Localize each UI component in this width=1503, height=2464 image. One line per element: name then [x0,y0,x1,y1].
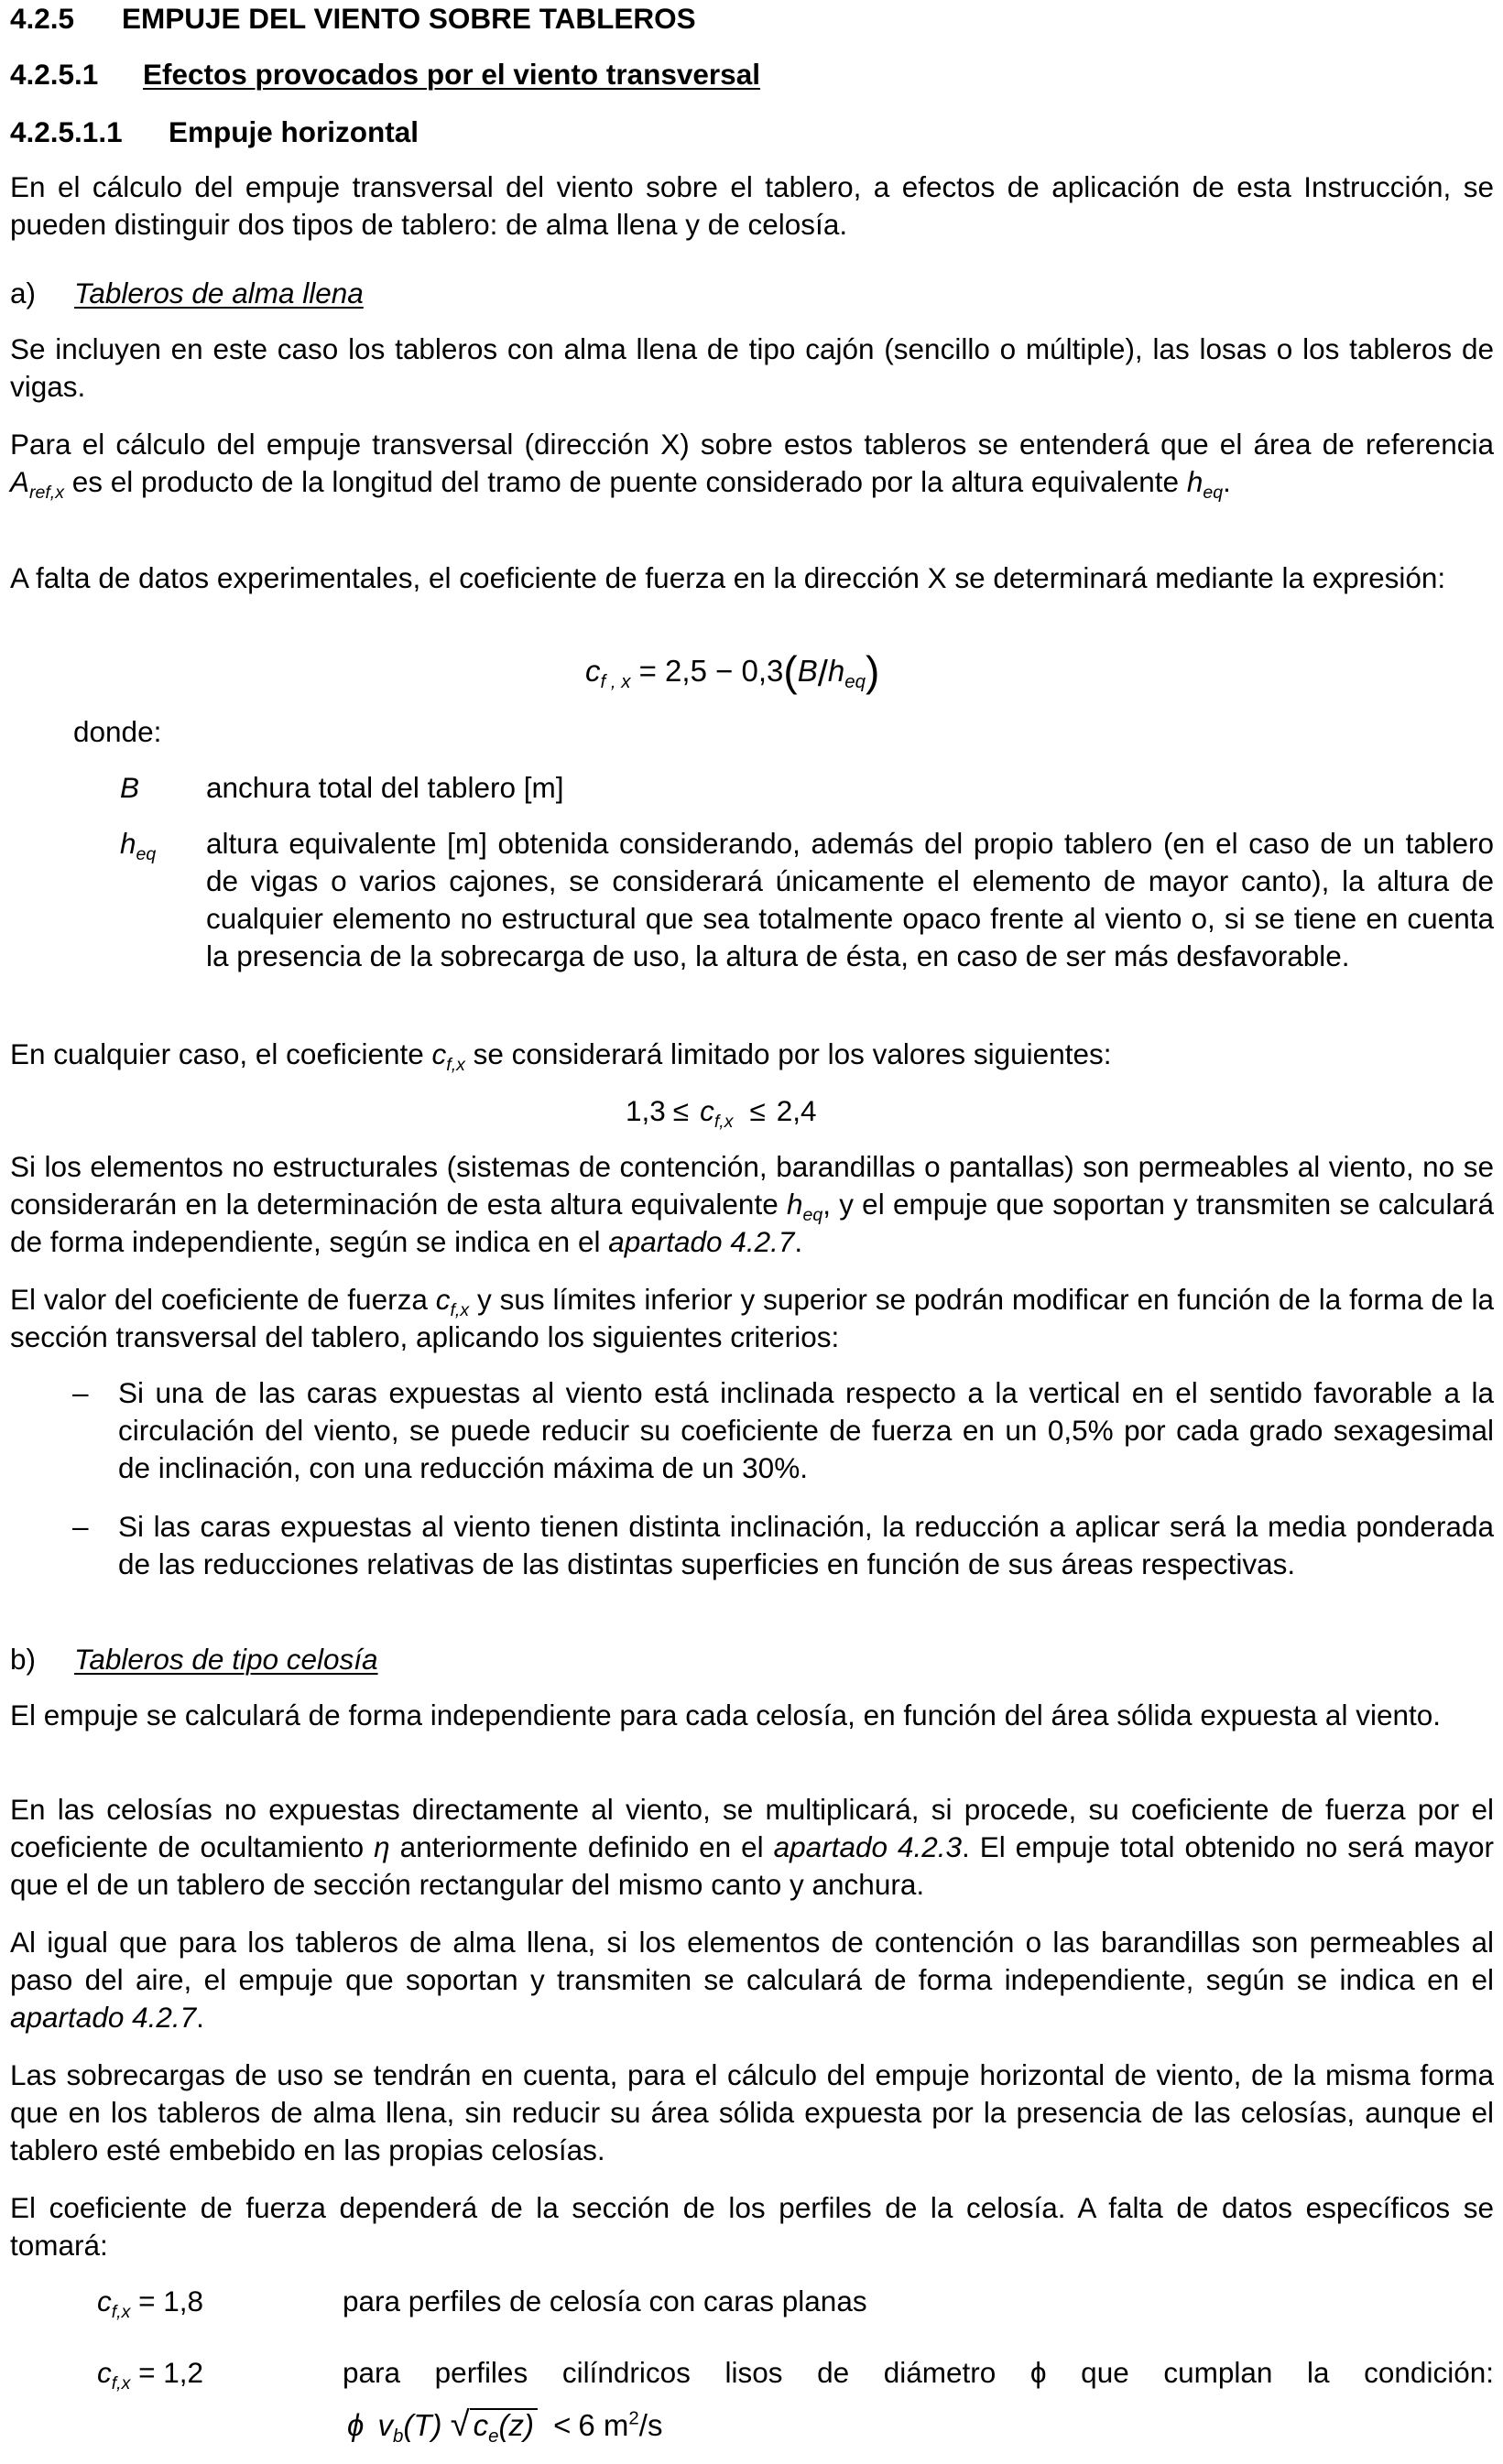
section-b-paragraph-1: El empuje se calculará de forma independiente para cada celosía, en función del área sólida expuesta al viento. [10,1699,1442,1731]
heading-4-2-5 [10,0,696,38]
intro-paragraph: En el cálculo del empuje transversal del viento sobre el tablero, a efectos de aplicación de esta Instrucción, se pueden distinguir dos tipos de tablero: de alma llena y de celosía. [10,170,1494,241]
definition-row [10,769,1494,807]
heading-title: Efectos provocados por el viento transversal [143,58,760,91]
section-title: Tableros de alma llena [74,277,364,309]
coefficient-description: para perfiles de celosía con caras planas [343,2285,867,2317]
heading-number: 4.2.5.1 [10,58,99,91]
section-a-paragraph-1: Se incluyen en este caso los tableros con alma llena de tipo cajón (sencillo o múltiple), las losas o los tableros de vigas. [10,332,1494,403]
section-b-paragraph-4: Las sobrecargas de uso se tendrán en cuenta, para el cálculo del empuje horizontal de viento, de la misma forma que en los tableros de alma llena, sin reducir su área sólida expuesta por la presencia de las celosías, aunque el tablero esté embebido en las propias celosías. [10,2058,1494,2166]
definition-text: anchura total del tablero [m] [206,771,564,804]
section-label: a) [10,277,37,309]
bullet-dash: – [72,1510,89,1543]
heading-number: 4.2.5.1.1 [10,115,123,148]
section-label: b) [10,1643,37,1676]
section-b-paragraph-5: El coeficiente de fuerza dependerá de la sección de los perfiles de la celosía. A falta de datos específicos se tomará: [10,2191,1494,2262]
criteria-bullet [10,1508,1494,1621]
coefficient-row [10,2354,1494,2392]
section-b-paragraph-3: Al igual que para los tableros de alma llena, si los elementos de contención o las barandillas son permeables al paso del aire, el empuje que soportan y transmiten se calculará de forma independiente, según se indica en el apartado 4.2.7. [10,1926,1494,2034]
bullet-text: Si una de las caras expuestas al viento está inclinada respecto a la vertical en el sentido favorable a la circulación del viento, se puede reducir su coeficiente de fuerza en un 0,5% por cada grado sexagesimal de inclinación, con una reducción máxima de un 30%. [118,1376,1494,1484]
heading-number: 4.2.5 [10,2,75,35]
section-a-paragraph-3: A falta de datos experimentales, el coeficiente de fuerza en la dirección X se determinará mediante la expresión: [10,561,1446,594]
force-coefficient-formula: $c_{f , x} = 2,5 - 0,3(B/h_{eq})$ [585,647,880,695]
heading-4-2-5-1 [10,56,760,93]
coefficient-value: $c_{f,x} = 1,2$ [97,2356,204,2393]
coefficient-row [10,2283,1494,2320]
section-a-paragraph-2: Para el cálculo del empuje transversal (dirección X) sobre estos tableros se entenderá que el área de referencia $A_{ref,x}$ es el producto de la longitud del tramo de puente considerado por la altura equivalente $h_{eq}$. [10,428,1494,503]
definition-text: altura equivalente [m] obtenida considerando, además del propio tablero (en el caso de un tablero de vigas o varios cajones, se considerará únicamente el elemento de mayor canto), la altura de cualquier elemento no estructural que sea totalmente opaco frente al viento o, si se tiene en cuenta la presencia de la sobrecarga de uso, la altura de ésta, en caso de ser más desfavorable. [206,827,1494,972]
section-b-heading [10,1641,378,1678]
criteria-bullet [10,1374,1494,1487]
diameter-condition-formula: ϕ $v_b(T)$ √ $c_e(z) < 6$ $m^2/s$ [347,2405,663,2448]
coefficient-limits: $1,3 \le c_{f,x} \le 2,4$ [626,1094,817,1132]
definition-symbol: B [120,771,140,804]
section-a-paragraph-5: Si los elementos no estructurales (sistemas de contención, barandillas o pantallas) son permeables al viento, no se considerarán en la determinación de esta altura equivalente $h_{eq}$, y el empuje que soportan y transmiten se calculará de forma independiente, según se indica en el apartado 4.2.7. [10,1150,1494,1258]
definition-row [10,825,1494,1013]
heading-title: EMPUJE DEL VIENTO SOBRE TABLEROS [122,2,696,35]
bullet-dash: – [72,1376,89,1409]
section-a-heading [10,275,364,312]
coefficient-description: para perfiles cilíndricos lisos de diámetro ϕ que cumplan la condición: [343,2356,1494,2389]
section-b-paragraph-2: En las celosías no expuestas directamente al viento, se multiplicará, si procede, su coeficiente de fuerza por el coeficiente de ocultamiento η anteriormente definido en el apartado 4.2.3. El empuje total obtenido no será mayor que el de un tablero de sección rectangular del mismo canto y anchura. [10,1793,1495,1901]
coefficient-value: $c_{f,x} = 1,8$ [97,2285,204,2322]
donde-label: donde: [73,715,162,748]
heading-4-2-5-1-1 [10,114,419,151]
heading-title: Empuje horizontal [169,115,419,148]
section-a-paragraph-6: El valor del coeficiente de fuerza $c_{f,x}$ y sus límites inferior y superior se podrán modificar en función de la forma de la sección transversal del tablero, aplicando los siguientes criterios: [10,1283,1494,1353]
bullet-text: Si las caras expuestas al viento tienen distinta inclinación, la reducción a aplicar será la media ponderada de las reducciones relativas de las distintas superficies en función de sus áreas respectivas. [118,1510,1494,1580]
definition-symbol: $h_{eq}$ [120,827,157,864]
section-a-paragraph-4: En cualquier caso, el coeficiente $c_{f,x}$ se considerará limitado por los valores siguientes: [10,1037,1112,1075]
section-title: Tableros de tipo celosía [74,1643,378,1676]
